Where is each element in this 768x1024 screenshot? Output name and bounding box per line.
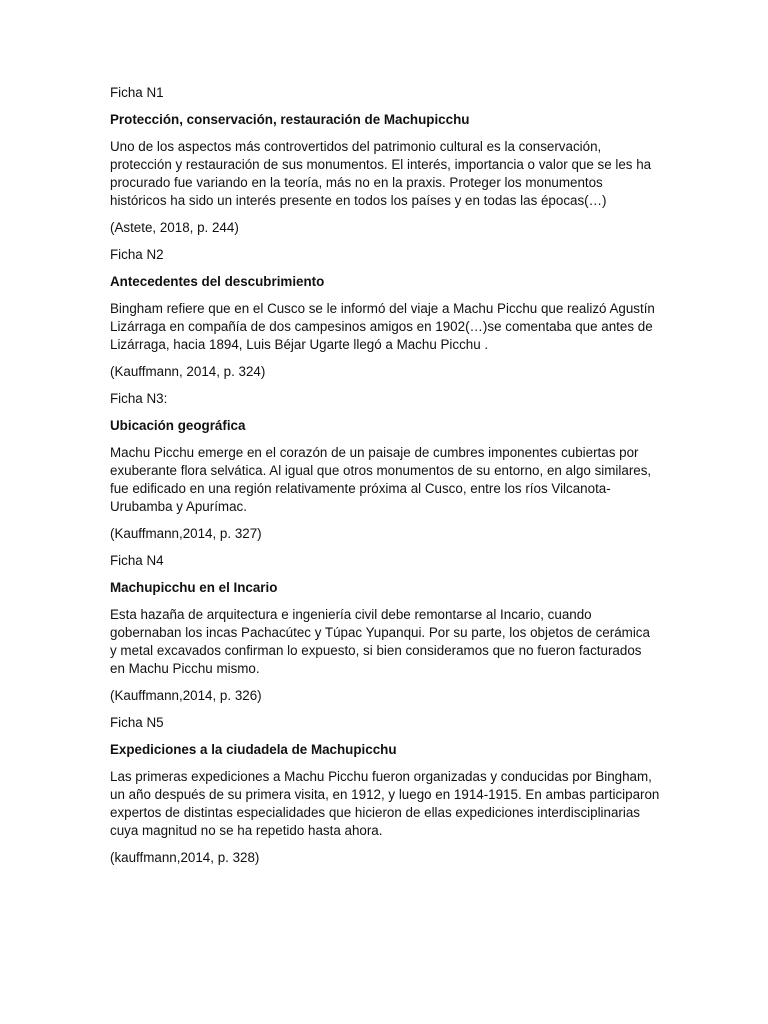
ficha-title: Machupicchu en el Incario xyxy=(110,580,278,595)
ficha-body: Esta hazaña de arquitectura e ingeniería civil debe remontarse al Incario, cuando gobernaban los incas Pachacútec y Túpac Yupanqui. Por su parte, los objetos de cerámica y metal excavados confirman lo expuesto, si bien consideramos que no fueron facturados en Machu Picchu mismo. xyxy=(110,607,650,676)
ficha-title: Antecedentes del descubrimiento xyxy=(110,274,325,289)
ficha-label: Ficha N4 xyxy=(110,553,164,568)
ficha-citation: (Kauffmann,2014, p. 326) xyxy=(110,688,262,703)
ficha-citation: (Kauffmann,2014, p. 327) xyxy=(110,526,262,541)
ficha-body: Uno de los aspectos más controvertidos del patrimonio cultural es la conservación, protección y restauración de sus monumentos. El interés, importancia o valor que se les ha procurado fue variando en la teoría, más no en la praxis. Proteger los monumentos históricos ha sido un interés presente en todos los países y en todas las épocas(…) xyxy=(110,139,652,208)
ficha-label: Ficha N5 xyxy=(110,715,164,730)
ficha-2 xyxy=(110,246,660,381)
ficha-body: Las primeras expediciones a Machu Picchu fueron organizadas y conducidas por Bingham, un año después de su primera visita, en 1912, y luego en 1914-1915. En ambas participaron expertos de distintas especialidades que hicieron de ellas expediciones interdisciplinarias cuya magnitud no se ha repetido hasta ahora. xyxy=(110,769,660,838)
ficha-body: Machu Picchu emerge en el corazón de un paisaje de cumbres imponentes cubiertas por exuberante flora selvática. Al igual que otros monumentos de su entorno, en algo similares, fue edificado en una región relativamente próxima al Cusco, entre los ríos Vilcanota-Urubamba y Apurímac. xyxy=(110,445,652,514)
ficha-3 xyxy=(110,390,660,543)
ficha-citation: (Kauffmann, 2014, p. 324) xyxy=(110,364,266,379)
ficha-5 xyxy=(110,714,660,867)
ficha-label: Ficha N1 xyxy=(110,85,164,100)
ficha-title: Expediciones a la ciudadela de Machupicchu xyxy=(110,742,397,757)
ficha-body: Bingham refiere que en el Cusco se le informó del viaje a Machu Picchu que realizó Agustín Lizárraga en compañía de dos campesinos amigos en 1902(…)se comentaba que antes de Lizárraga, hacia 1894, Luis Béjar Ugarte llegó a Machu Picchu . xyxy=(110,301,655,352)
ficha-title: Ubicación geográfica xyxy=(110,418,246,433)
ficha-4 xyxy=(110,552,660,705)
ficha-citation: (Astete, 2018, p. 244) xyxy=(110,220,239,235)
ficha-label: Ficha N2 xyxy=(110,247,164,262)
document-page xyxy=(110,84,660,876)
ficha-label: Ficha N3: xyxy=(110,391,168,406)
ficha-citation: (kauffmann,2014, p. 328) xyxy=(110,850,260,865)
ficha-title: Protección, conservación, restauración de Machupicchu xyxy=(110,112,470,127)
ficha-1 xyxy=(110,84,660,237)
